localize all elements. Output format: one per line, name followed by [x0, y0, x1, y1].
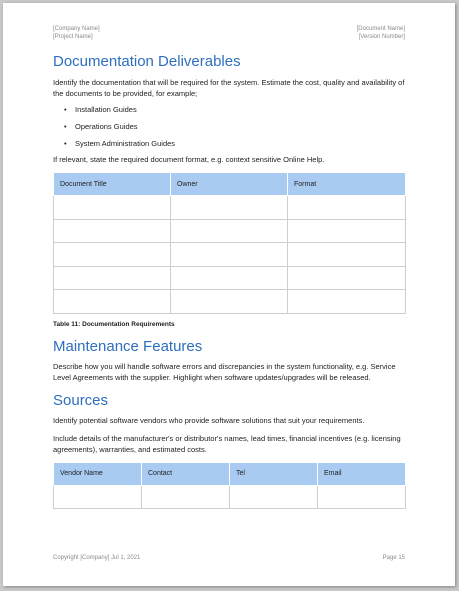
format-note: If relevant, state the required document format, e.g. context sensitive Online Help.: [53, 155, 325, 164]
company-name: [Company Name]: [53, 26, 100, 32]
table-cell[interactable]: [54, 196, 171, 220]
table-cell[interactable]: [142, 485, 230, 509]
column-header-email: Email: [318, 462, 406, 485]
list-item: • Operations Guides: [53, 121, 405, 132]
vendor-table: [53, 462, 406, 510]
footer-page-number: Page 15: [382, 555, 405, 561]
table-cell[interactable]: [288, 243, 406, 267]
table-cell[interactable]: [54, 290, 171, 314]
table-cell[interactable]: [171, 266, 288, 290]
deliverables-heading: Documentation Deliverables: [53, 53, 241, 70]
table-cell[interactable]: [54, 219, 171, 243]
table-cell[interactable]: [54, 243, 171, 267]
document-name: [Document Name]: [356, 26, 405, 32]
project-name: [Project Name]: [53, 34, 93, 40]
column-header-owner: Owner: [171, 173, 288, 196]
table-cell[interactable]: [54, 485, 142, 509]
table-header-row: [54, 173, 406, 196]
table-cell[interactable]: [171, 243, 288, 267]
column-header-contact: Contact: [142, 462, 230, 485]
table-row: [54, 196, 406, 220]
column-header-tel: Tel: [230, 462, 318, 485]
sources-para-1: Identify potential software vendors who provide software solutions that suit your requirements.: [53, 415, 365, 425]
deliverables-list: [53, 104, 405, 149]
documentation-table: [53, 172, 406, 314]
sources-heading: Sources: [53, 391, 109, 409]
table-cell[interactable]: [171, 196, 288, 220]
table-cell[interactable]: [230, 485, 318, 509]
table-cell[interactable]: [171, 219, 288, 243]
column-header-document-title: Document Title: [54, 173, 171, 196]
list-item: • System Administration Guides: [53, 138, 405, 149]
deliverables-intro: Identify the documentation that will be required for the system. Estimate the cost, quality and availability of the documents to be provided, for example;: [53, 78, 405, 98]
column-header-vendor-name: Vendor Name: [54, 462, 142, 485]
table-cell[interactable]: [171, 290, 288, 314]
header-left: [53, 25, 100, 41]
table-cell[interactable]: [54, 266, 171, 290]
table-cell[interactable]: [288, 196, 406, 220]
table-row: [54, 485, 406, 509]
list-item: • Installation Guides: [53, 104, 405, 115]
table-cell[interactable]: [288, 266, 406, 290]
table-row: [54, 243, 406, 267]
sources-para-2: Include details of the manufacturer's or distributor's names, lead times, financial incentives (e.g. licensing agreements), warranties, and estimated costs.: [53, 433, 401, 454]
table-cell[interactable]: [288, 219, 406, 243]
column-header-format: Format: [288, 173, 406, 196]
document-page: [3, 3, 455, 586]
table-row: [54, 266, 406, 290]
table-row: [54, 219, 406, 243]
maintenance-body: Describe how you will handle software errors and discrepancies in the system functionality, e.g. Service Level Agreements with the supplier. Highlight when software updates/upgrades will be released.: [53, 361, 396, 382]
page-content: [53, 53, 405, 509]
table-cell[interactable]: [288, 290, 406, 314]
table-header-row: [54, 462, 406, 485]
table-row: [54, 290, 406, 314]
footer-copyright: Copyright [Company] Jul 1, 2021: [53, 555, 141, 561]
maintenance-heading: Maintenance Features: [53, 337, 203, 355]
table-caption: Table 11: Documentation Requirements: [53, 320, 175, 328]
version-number: [Version Number]: [358, 34, 405, 40]
header-right: [357, 25, 405, 41]
table-cell[interactable]: [318, 485, 406, 509]
